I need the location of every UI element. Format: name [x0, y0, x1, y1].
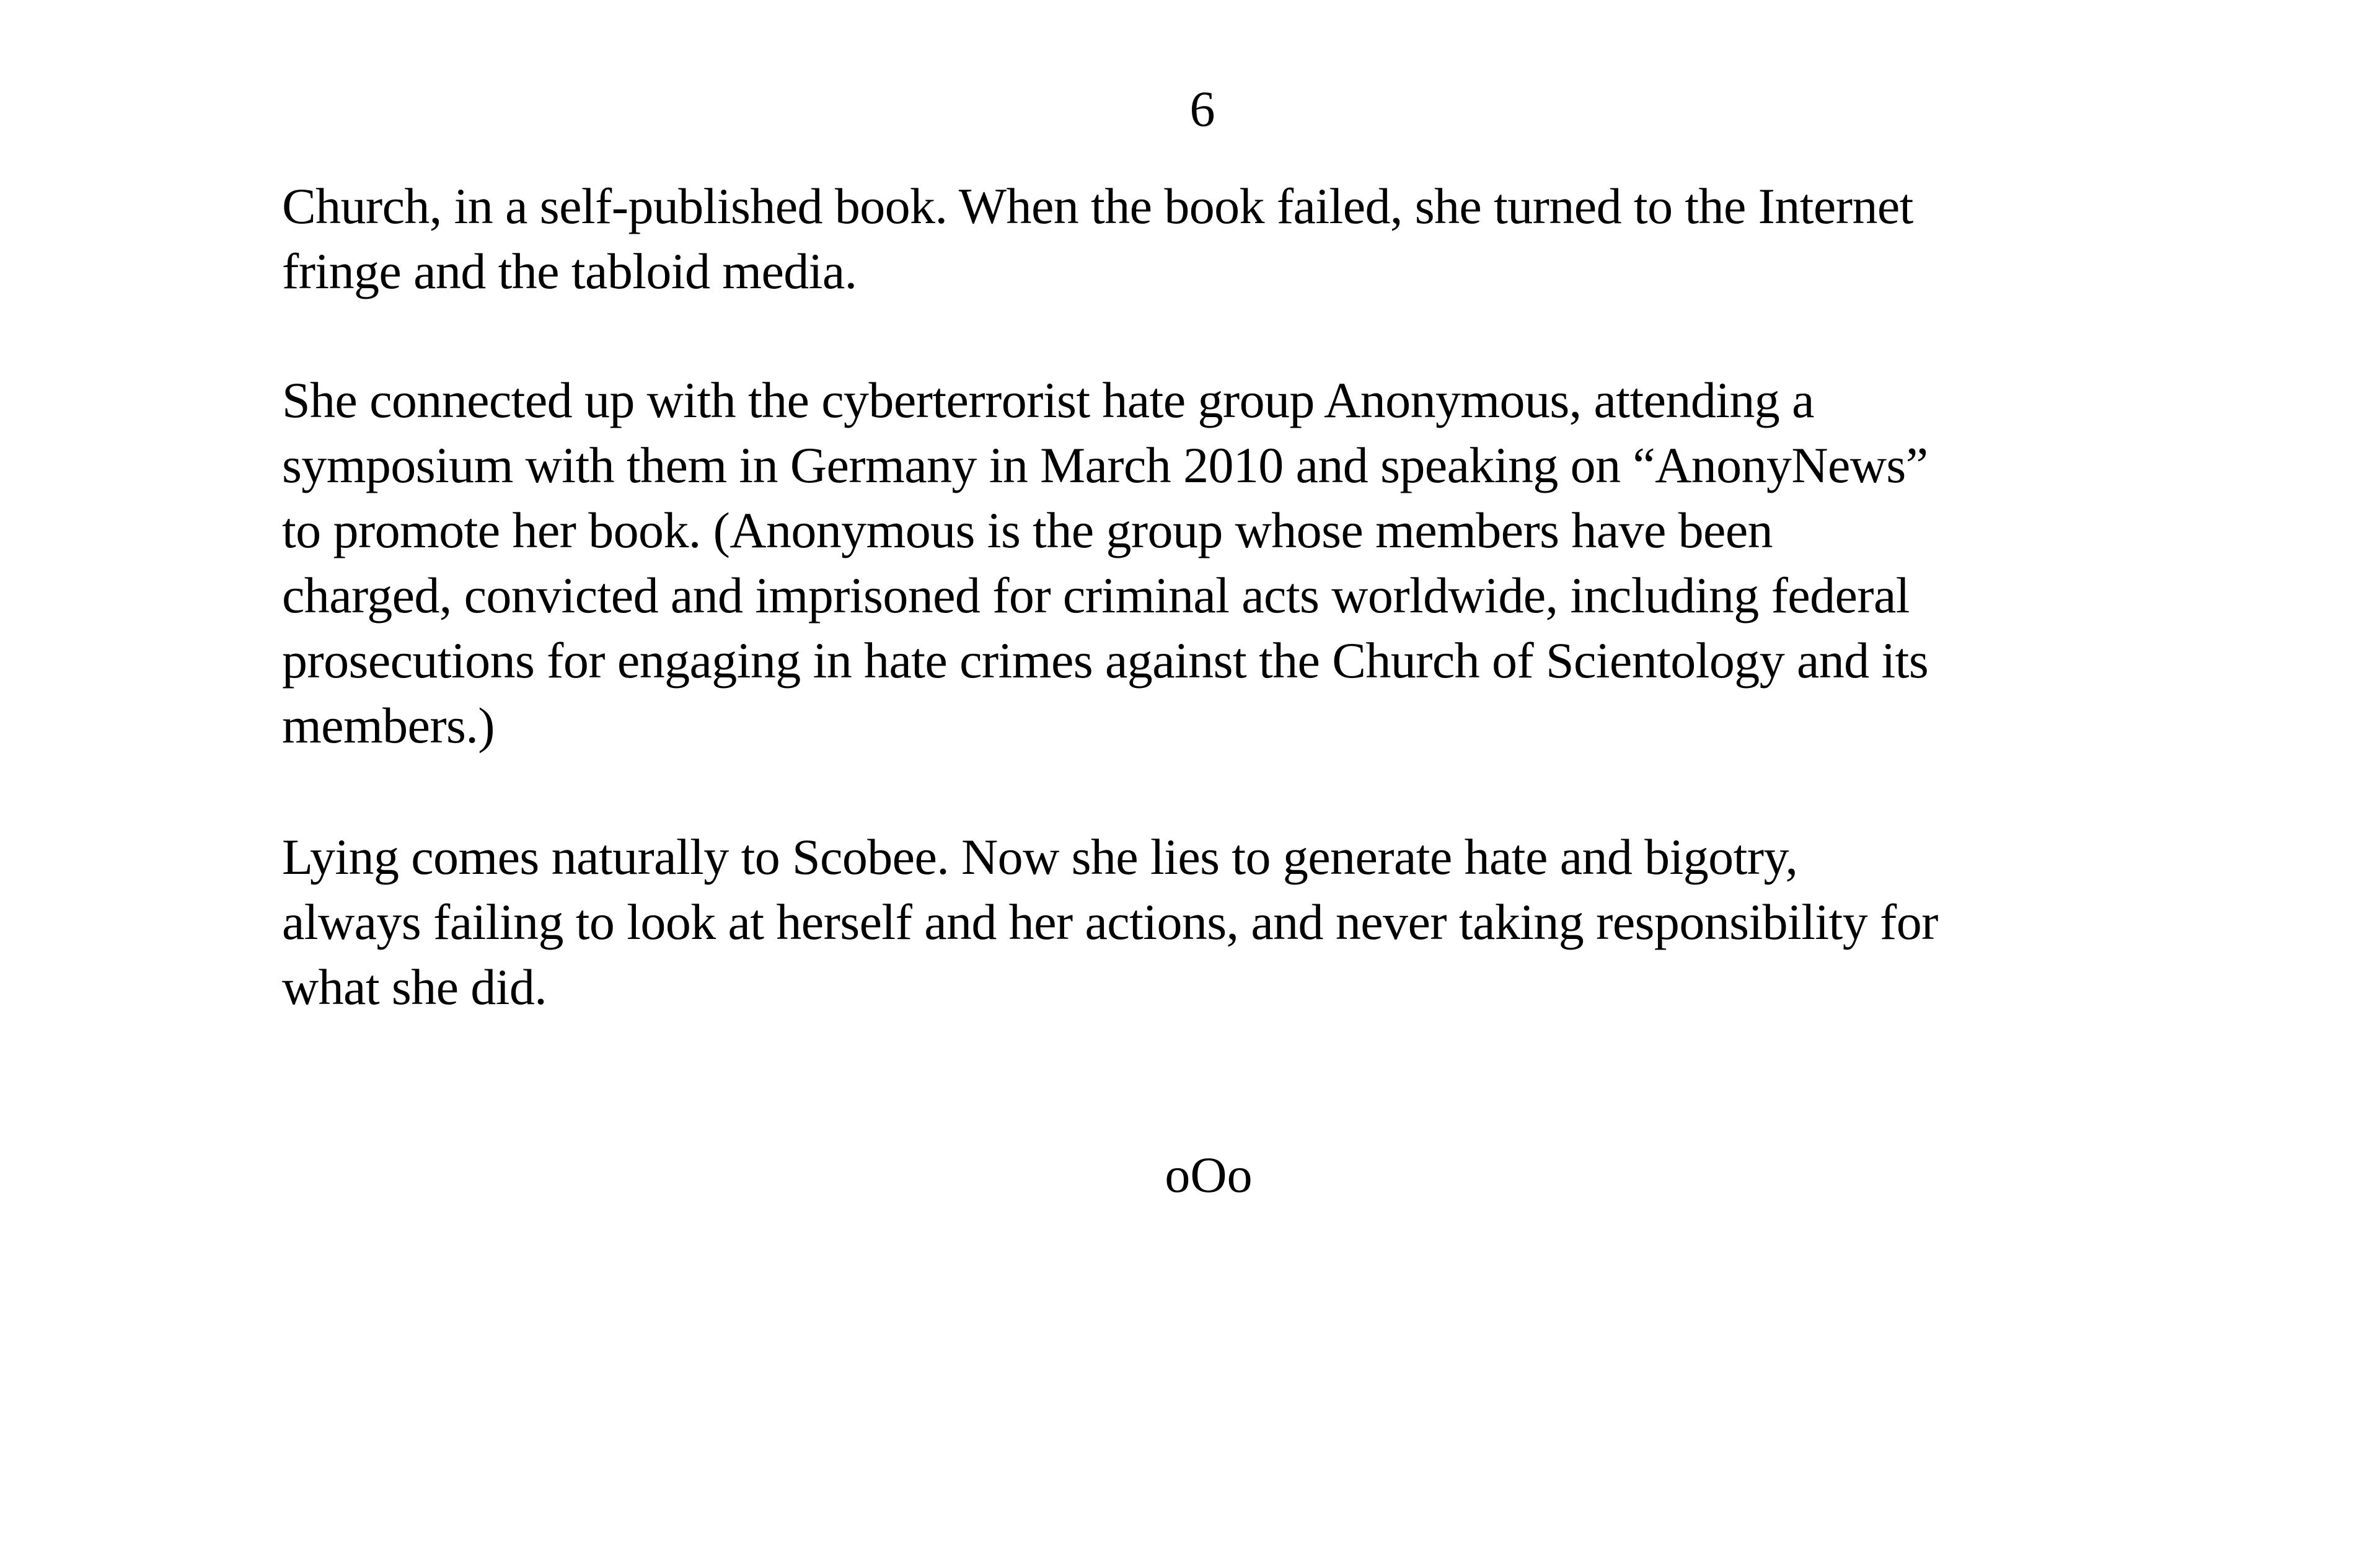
text-line: charged, convicted and imprisoned for criminal acts worldwide, including federal — [282, 567, 1910, 623]
text-line: Church, in a self-published book. When the book failed, she turned to the Internet — [282, 178, 1913, 234]
text-line: Lying comes naturally to Scobee. Now she lies to generate hate and bigotry, — [282, 829, 1798, 885]
text-line: members.) — [282, 697, 495, 754]
paragraph-3 — [282, 824, 2191, 1020]
paragraph-1 — [282, 174, 2191, 304]
end-mark: oOo — [1165, 1147, 1253, 1203]
text-line: always failing to look at herself and her actions, and never taking responsibility for — [282, 894, 1938, 950]
text-line: symposium with them in Germany in March 2010 and speaking on “AnonyNews” — [282, 437, 1928, 493]
paragraph-2 — [282, 368, 2191, 758]
page-number: 6 — [1189, 81, 1215, 137]
text-line: to promote her book. (Anonymous is the group whose members have been — [282, 502, 1773, 558]
text-line: She connected up with the cyberterrorist hate group Anonymous, attending a — [282, 372, 1814, 428]
text-line: fringe and the tabloid media. — [282, 243, 857, 299]
text-line: what she did. — [282, 959, 547, 1015]
text-line: prosecutions for engaging in hate crimes against the Church of Scientology and its — [282, 632, 1929, 689]
